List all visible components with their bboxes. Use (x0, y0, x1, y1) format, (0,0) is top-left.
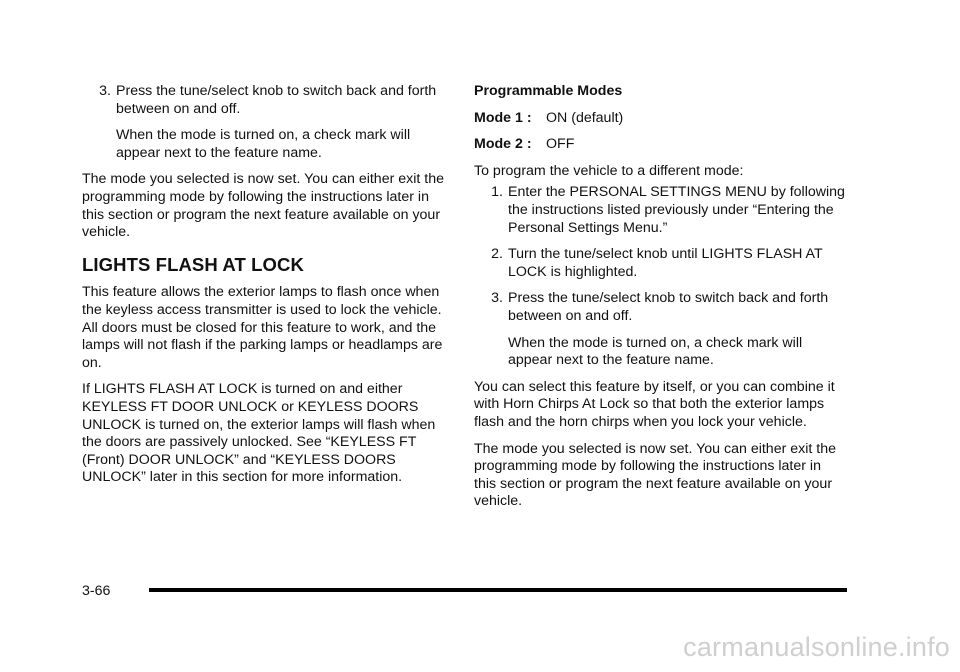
list-item (82, 83, 454, 118)
paragraph: If LIGHTS FLASH AT LOCK is turned on and either KEYLESS FT DOOR UNLOCK or KEYLESS DOORS UNLOCK is turned on, the exterior lamps will flash when the doors are passively unlocked. See “KEYLESS FT (Front) DOOR UNLOCK” and “KEYLESS DOORS UNLOCK” later in this section for more information. (82, 381, 436, 486)
paragraph: You can select this feature by itself, or you can combine it with Horn Chirps At Lock so that both the exterior lamps flash and the horn chirps when you lock your vehicle. (474, 378, 835, 430)
step-text: Press the tune/select knob to switch back and forth between on and off. (116, 83, 437, 117)
mode-value: ON (default) (546, 109, 624, 126)
footer-rule (149, 588, 847, 592)
left-column (82, 83, 454, 496)
list-item (474, 184, 846, 237)
step-text: Turn the tune/select knob until LIGHTS FLASH AT LOCK is highlighted. (508, 246, 823, 280)
mode-value: OFF (546, 136, 575, 153)
step-number: 3. (491, 290, 503, 307)
watermark: carmanualsonline.info (683, 632, 950, 662)
paragraph: The mode you selected is now set. You can either exit the programming mode by following the instructions later in this section or program the next feature available on your vehicle. (474, 440, 837, 510)
section-heading: LIGHTS FLASH AT LOCK (82, 253, 304, 275)
mode-label: Mode 1 : (474, 109, 532, 126)
subheading: Programmable Modes (474, 83, 623, 99)
step-number: 1. (491, 184, 503, 201)
mode-row (474, 110, 846, 128)
step-text: Press the tune/select knob to switch back and forth between on and off. (508, 290, 829, 324)
list-item (474, 290, 846, 325)
paragraph: To program the vehicle to a different mode: (474, 162, 744, 179)
paragraph: The mode you selected is now set. You can either exit the programming mode by following the instructions later in this section or program the next feature available on your vehicle. (82, 171, 445, 241)
step-note: When the mode is turned on, a check mark will appear next to the feature name. (508, 334, 803, 369)
paragraph: This feature allows the exterior lamps to flash once when the keyless access transmitter is used to lock the vehicle. All doors must be closed for this feature to work, and the lamps will not flash if the parking lamps or headlamps are on. (82, 284, 443, 371)
mode-row (474, 136, 846, 154)
step-note: When the mode is turned on, a check mark will appear next to the feature name. (116, 127, 411, 161)
list-item (474, 246, 846, 281)
step-number: 3. (99, 83, 111, 99)
page-number: 3-66 (82, 583, 111, 599)
mode-label: Mode 2 : (474, 136, 532, 153)
step-number: 2. (491, 246, 503, 263)
right-column (474, 83, 846, 520)
step-text: Enter the PERSONAL SETTINGS MENU by following the instructions listed previously under “Entering the Personal Settings Menu.” (508, 184, 845, 236)
